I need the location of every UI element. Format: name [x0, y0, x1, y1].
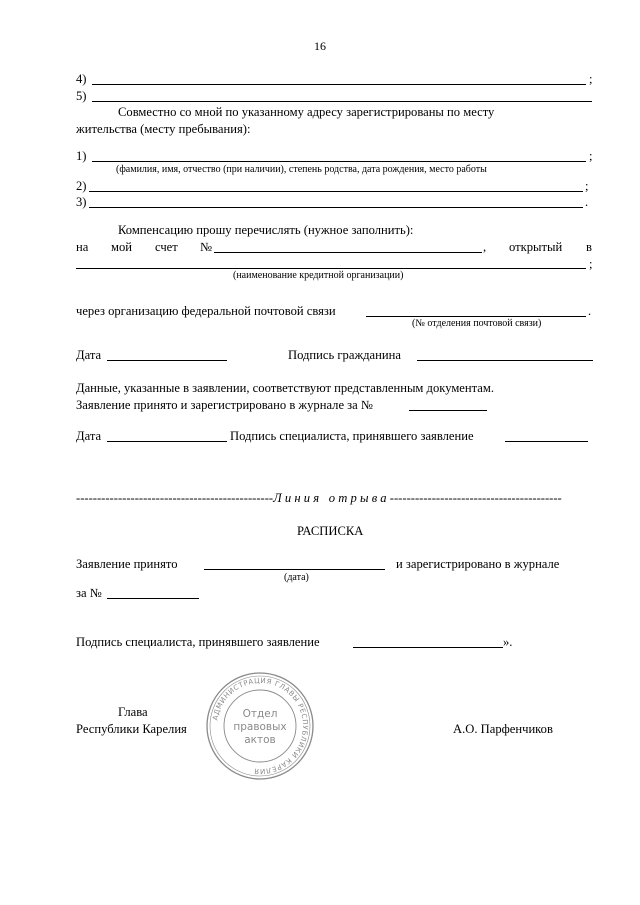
member-2-sep: ;	[585, 179, 589, 193]
item-4-field[interactable]	[92, 84, 586, 85]
stamp-inner-line-3: актов	[244, 734, 276, 746]
member-3-end: .	[585, 195, 589, 209]
post-office-field[interactable]	[366, 316, 586, 317]
journal-number-field[interactable]	[409, 410, 487, 411]
verification-line-1: Данные, указанные в заявлении, соответствуют представленным документам.	[76, 381, 494, 395]
word-no: №	[200, 240, 213, 254]
account-comma: ,	[483, 240, 487, 254]
member-1-sep: ;	[589, 149, 593, 163]
stamp-inner-line-1: Отдел	[242, 708, 278, 720]
bank-hint: (наименование кредитной организации)	[233, 270, 404, 281]
receipt-title: РАСПИСКА	[297, 524, 364, 538]
compensation-intro: Компенсацию прошу перечислять (нужное заполнить):	[118, 223, 414, 237]
stamp-inner-line-2: правовых	[233, 721, 287, 733]
registered-intro: Совместно со мной по указанному адресу зарегистрированы по месту	[118, 105, 495, 119]
date-field[interactable]	[107, 360, 227, 361]
receipt-number-field[interactable]	[107, 598, 199, 599]
word-schet: счет	[155, 240, 178, 254]
registered-intro-2: жительства (месту пребывания):	[76, 122, 251, 136]
receipt-specialist-label: Подпись специалиста, принявшего заявление	[76, 635, 320, 649]
member-2-label: 2)	[76, 179, 87, 193]
page-number: 16	[314, 39, 326, 53]
item-4-label: 4)	[76, 72, 87, 86]
receipt-date-hint: (дата)	[284, 572, 309, 583]
receipt-accepted: Заявление принято	[76, 557, 178, 571]
footer-title-2: Республики Карелия	[76, 722, 187, 736]
citizen-signature-field[interactable]	[417, 360, 593, 361]
footer-name: А.О. Парфенчиков	[453, 722, 553, 736]
member-3-label: 3)	[76, 195, 87, 209]
specialist-signature-label: Подпись специалиста, принявшего заявление	[230, 429, 474, 443]
item-5-field[interactable]	[92, 101, 592, 102]
receipt-specialist-field[interactable]	[353, 647, 503, 648]
member-2-field[interactable]	[89, 191, 583, 192]
verification-line-2: Заявление принято и зарегистрировано в журнале за №	[76, 398, 373, 412]
tear-line-label: Линия отрыва	[273, 491, 390, 505]
specialist-signature-field[interactable]	[505, 441, 588, 442]
bank-sep: ;	[589, 257, 593, 271]
office-stamp	[204, 670, 316, 782]
word-opened: открытый	[509, 240, 563, 254]
member-1-label: 1)	[76, 149, 87, 163]
specialist-date-label: Дата	[76, 429, 102, 443]
post-hint: (№ отделения почтовой связи)	[412, 318, 542, 329]
item-4-sep: ;	[589, 72, 593, 86]
member-3-field[interactable]	[89, 207, 583, 208]
tear-line: -----------------------------------------------Линия отрыва-----------------------------------------	[76, 491, 562, 505]
bank-name-field[interactable]	[76, 268, 586, 269]
member-hint: (фамилия, имя, отчество (при наличии), степень родства, дата рождения, место работы	[116, 164, 487, 175]
post-end: .	[588, 304, 592, 318]
date-label: Дата	[76, 348, 102, 362]
receipt-registered: и зарегистрировано в журнале	[396, 557, 560, 571]
receipt-number-label: за №	[76, 586, 102, 600]
stamp-ring-text: АДМИНИСТРАЦИЯ ГЛАВЫ РЕСПУБЛИКИ КАРЕЛИЯ	[211, 676, 310, 776]
specialist-date-field[interactable]	[107, 441, 227, 442]
word-na: на	[76, 240, 89, 254]
citizen-signature-label: Подпись гражданина	[288, 348, 401, 362]
member-1-field[interactable]	[92, 161, 586, 162]
post-label: через организацию федеральной почтовой связи	[76, 304, 336, 318]
footer-title-1: Глава	[118, 705, 148, 719]
item-5-label: 5)	[76, 89, 87, 103]
receipt-date-field[interactable]	[204, 569, 385, 570]
account-number-field[interactable]	[214, 252, 482, 253]
word-v: в	[586, 240, 592, 254]
receipt-close: ».	[503, 635, 513, 649]
word-moy: мой	[111, 240, 133, 254]
